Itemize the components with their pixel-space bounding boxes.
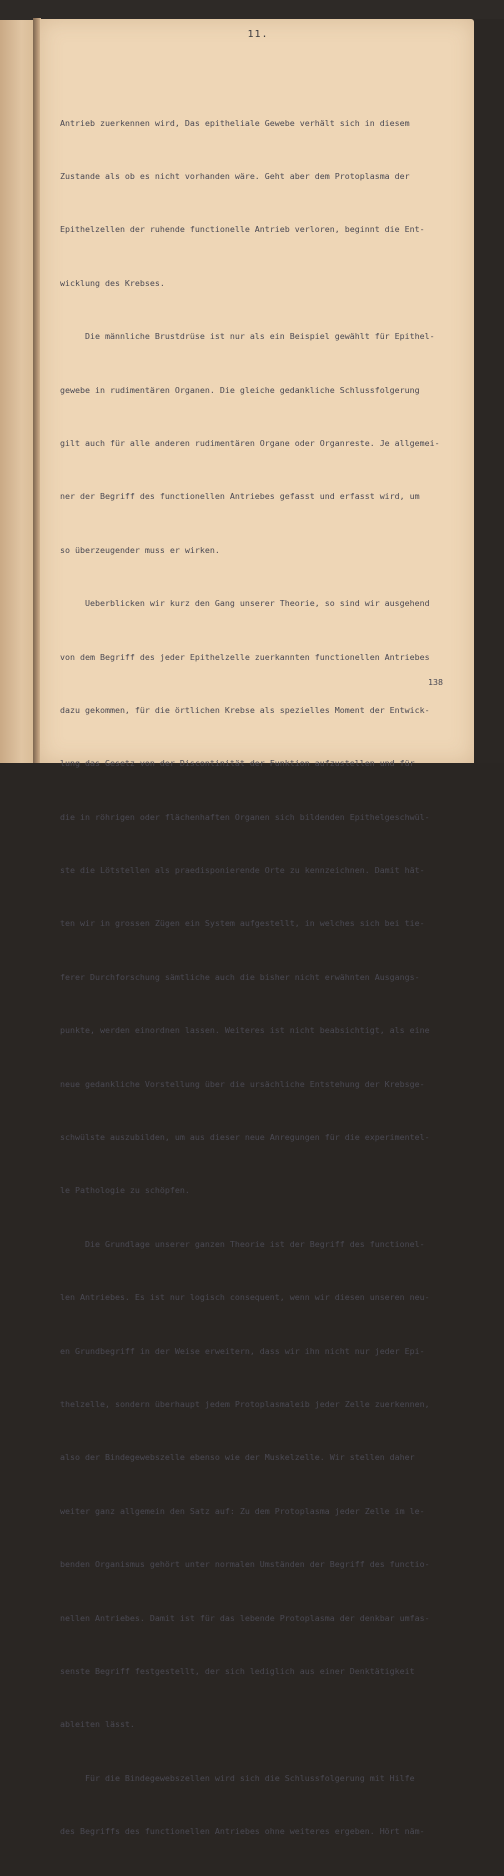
text-line: neue gedankliche Vorstellung über die ursächliche Entstehung der Krebsge- bbox=[60, 1078, 425, 1089]
text-line: ner der Begriff des functionellen Antriebes gefasst und erfasst wird, um bbox=[60, 491, 420, 502]
text-line: Die Grundlage unserer ganzen Theorie ist der Begriff des functionel- bbox=[60, 1238, 425, 1249]
text-line: le Pathologie zu schöpfen. bbox=[60, 1185, 190, 1196]
text-line: en Grundbegriff in der Weise erweitern, dass wir ihn nicht nur jeder Epi- bbox=[60, 1345, 425, 1356]
text-line: weiter ganz allgemein den Satz auf: Zu dem Protoplasma jeder Zelle im le- bbox=[60, 1505, 425, 1516]
text-line: Für die Bindegewebszellen wird sich die Schlussfolgerung mit Hilfe bbox=[60, 1772, 415, 1783]
text-line: Ueberblicken wir kurz den Gang unserer Theorie, so sind wir ausgehend bbox=[60, 598, 430, 609]
text-line: so überzeugender muss er wirken. bbox=[60, 544, 220, 555]
text-line: des Begriffs des functionellen Antriebes ohne weiteres ergeben. Hört näm- bbox=[60, 1826, 425, 1837]
text-line: wicklung des Krebses. bbox=[60, 277, 165, 288]
text-line: ten wir in grossen Zügen ein System aufgestellt, in welches sich bei tie- bbox=[60, 918, 425, 929]
background-edge bbox=[474, 19, 504, 763]
text-line: Antrieb zuerkennen wird, Das epitheliale Gewebe verhält sich in diesem bbox=[60, 117, 410, 128]
text-line: gilt auch für alle anderen rudimentären Organe oder Organreste. Je allgemei- bbox=[60, 437, 440, 448]
document-page bbox=[40, 19, 474, 1837]
text-line: Epithelzellen der ruhende functionelle Antrieb verloren, beginnt die Ent- bbox=[60, 224, 425, 235]
text-line: senste Begriff festgestellt, der sich lediglich aus einer Denktätigkeit bbox=[60, 1665, 415, 1676]
body-text bbox=[60, 79, 464, 1876]
text-line: benden Organismus gehört unter normalen Umständen der Begriff des functio- bbox=[60, 1559, 430, 1570]
folio-number: 138 bbox=[428, 677, 443, 687]
text-line: die in röhrigen oder flächenhaften Organen sich bildenden Epithelgeschwül- bbox=[60, 811, 430, 822]
text-line: thelzelle, sondern überhaupt jedem Protoplasmaleib jeder Zelle zuerkennen, bbox=[60, 1398, 430, 1409]
text-line: also der Bindegewebszelle ebenso wie der Muskelzelle. Wir stellen daher bbox=[60, 1452, 415, 1463]
text-line: nellen Antriebes. Damit ist für das lebende Protoplasma der denkbar umfas- bbox=[60, 1612, 430, 1623]
text-line: Die männliche Brustdrüse ist nur als ein Beispiel gewählt für Epithel- bbox=[60, 331, 435, 342]
text-line: ableiten lässt. bbox=[60, 1719, 135, 1730]
text-line: von dem Begriff des jeder Epithelzelle zuerkannten functionellen Antriebes bbox=[60, 651, 430, 662]
text-line: dazu gekommen, für die örtlichen Krebse als spezielles Moment der Entwick- bbox=[60, 704, 430, 715]
text-line: Zustande als ob es nicht vorhanden wäre. Geht aber dem Protoplasma der bbox=[60, 170, 410, 181]
left-page-edge bbox=[0, 20, 36, 763]
text-line: len Antriebes. Es ist nur logisch consequent, wenn wir diesen unseren neu- bbox=[60, 1292, 430, 1303]
page-number: 11. bbox=[247, 29, 269, 40]
text-line: ferer Durchforschung sämtliche auch die bisher nicht erwähnten Ausgangs- bbox=[60, 971, 420, 982]
text-line: gewebe in rudimentären Organen. Die gleiche gedankliche Schlussfolgerung bbox=[60, 384, 420, 395]
text-line: punkte, werden einordnen lassen. Weiteres ist nicht beabsichtigt, als eine bbox=[60, 1025, 430, 1036]
text-line: schwülste auszubilden, um aus dieser neue Anregungen für die experimentel- bbox=[60, 1132, 430, 1143]
text-line: ste die Lötstellen als praedisponierende Orte zu kennzeichnen. Damit hät- bbox=[60, 865, 425, 876]
text-line: lung das Gesetz von der Discontinität der Funktion aufzustellen und für bbox=[60, 758, 415, 769]
